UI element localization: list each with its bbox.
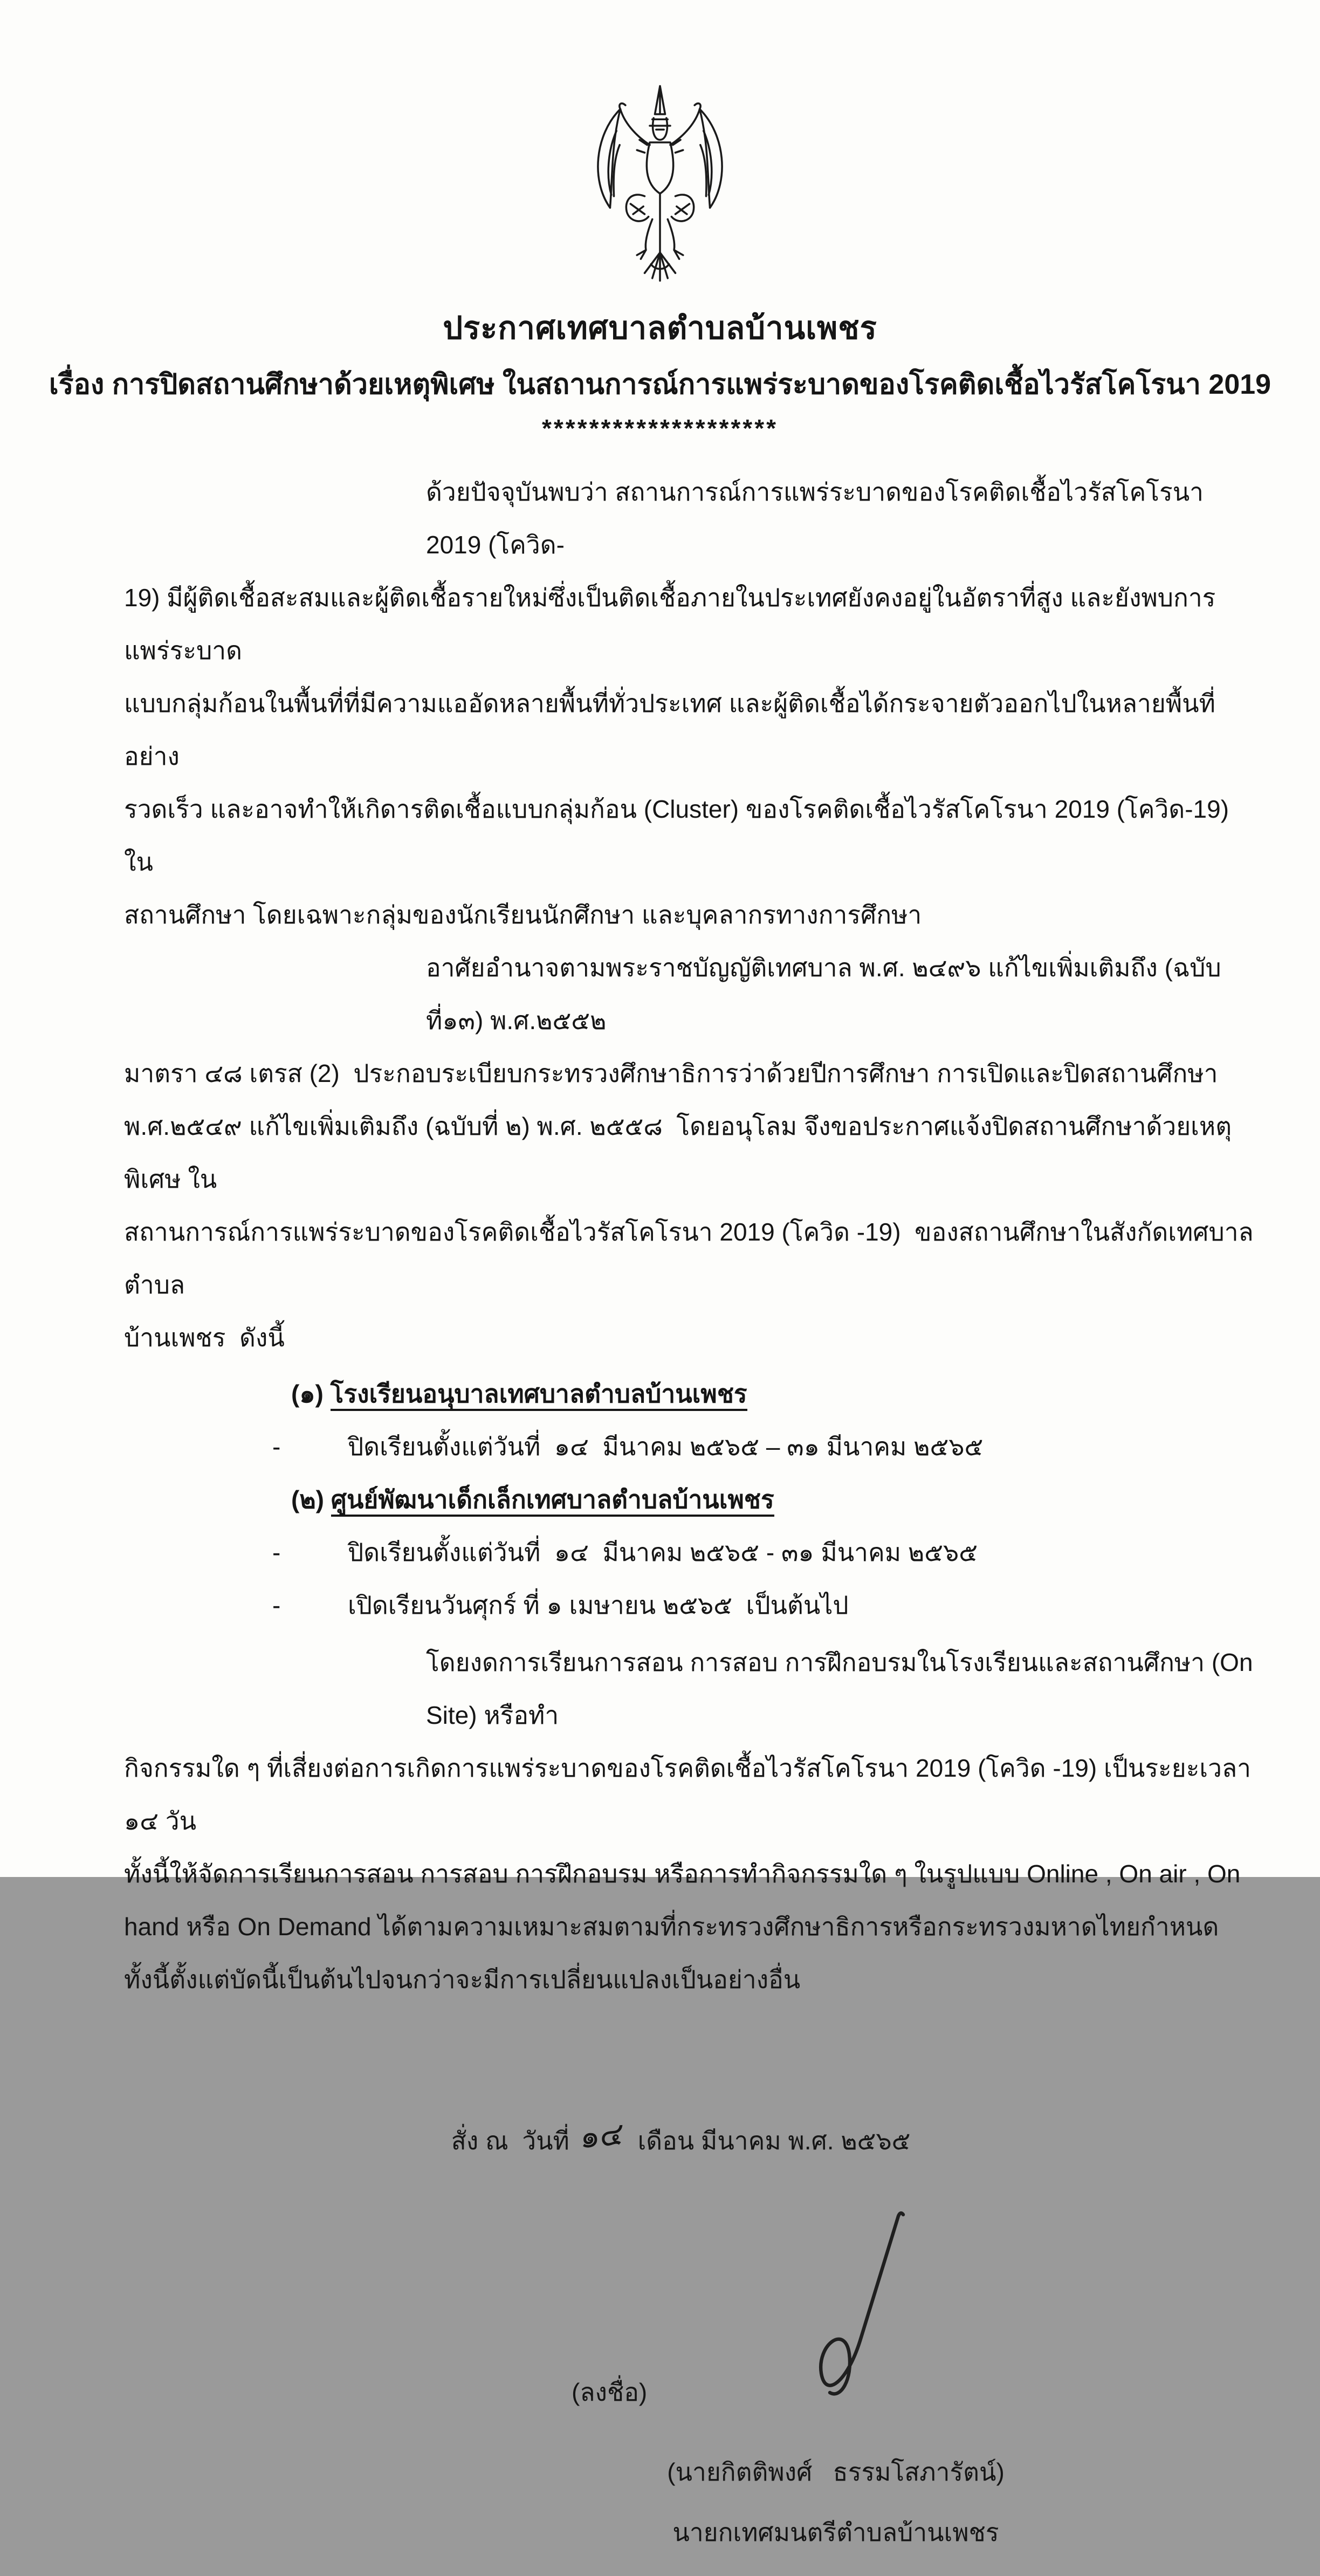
handwritten-day-number: ๑๔ [580, 2116, 624, 2155]
school-number: (๑) [291, 1380, 331, 1408]
text-line: บ้านเพชร ดังนี้ [124, 1324, 285, 1352]
order-date-suffix: เดือน มีนาคม พ.ศ. ๒๕๖๕ [637, 2127, 911, 2155]
text-line: hand หรือ On Demand ได้ตามความเหมาะสมตามที่กระทรวงศึกษาธิการหรือกระทรวงมหาดไทยกำหนด [124, 1913, 1219, 1941]
text-line: โดยงดการเรียนการสอน การสอบ การฝึกอบรมในโรงเรียนและสถานศึกษา (On Site) หรือทำ [426, 1648, 1260, 1729]
school-name: ศูนย์พัฒนาเด็กเล็กเทศบาลตำบลบ้านเพชร [331, 1485, 774, 1517]
school-closure-list [124, 1367, 1258, 1632]
school-closure-item [124, 1526, 1258, 1579]
garuda-emblem-icon [582, 81, 738, 286]
paragraph-closing [124, 1636, 1258, 2006]
document-title: ประกาศเทศบาลตำบลบ้านเพชร [443, 311, 877, 346]
text-line: สถานศึกษา โดยเฉพาะกลุ่มของนักเรียนนักศึกษา และบุคลากรทางการศึกษา [124, 901, 922, 929]
document-subject: เรื่อง การปิดสถานศึกษาด้วยเหตุพิเศษ ในสถานการณ์การแพร่ระบาดของโรคติดเชื้อไวรัสโคโรนา 2019 [49, 369, 1271, 400]
text-line: สถานการณ์การแพร่ระบาดของโรคติดเชื้อไวรัสโคโรนา 2019 (โควิด -19) ของสถานศึกษาในสังกัดเทศบาลตำบล [124, 1218, 1254, 1299]
school-heading [124, 1473, 1258, 1526]
asterisk-divider: ******************** [541, 414, 779, 442]
signatory-name: (นายกิตติพงศ์ ธรรมโสภารัตน์) [667, 2458, 1005, 2486]
signature-label: (ลงชื่อ) [572, 2378, 648, 2406]
text-line: แบบกลุ่มก้อนในพื้นที่ที่มีความแออัดหลายพื้นที่ทั่วประเทศ และผู้ติดเชื้อได้กระจายตัวออกไปในหลายพื้นที่อย่าง [124, 689, 1215, 770]
text-line: พ.ศ.๒๕๔๙ แก้ไขเพิ่มเติมถึง (ฉบับที่ ๒) พ.ศ. ๒๕๕๘ โดยอนุโลม จึงขอประกาศแจ้งปิดสถานศึกษาด้วยเหตุพิเศษ ใน [124, 1112, 1232, 1193]
school-heading [124, 1367, 1258, 1420]
school-name: โรงเรียนอนุบาลเทศบาลตำบลบ้านเพชร [331, 1380, 747, 1411]
order-date-prefix: สั่ง ณ วันที่ [451, 2127, 569, 2155]
closure-item-text: ปิดเรียนตั้งแต่วันที่ ๑๔ มีนาคม ๒๕๖๕ - ๓๑ มีนาคม ๒๕๖๕ [348, 1538, 978, 1566]
text-line: ด้วยปัจจุบันพบว่า สถานการณ์การแพร่ระบาดของโรคติดเชื้อไวรัสโคโรนา 2019 (โควิด- [426, 478, 1211, 559]
text-line: ทั้งนี้ตั้งแต่บัดนี้เป็นต้นไปจนกว่าจะมีการเปลี่ยนแปลงเป็นอย่างอื่น [124, 1965, 801, 1993]
paragraph-situation [124, 465, 1258, 941]
order-date-line [410, 2060, 1258, 2220]
text-line: รวดเร็ว และอาจทำให้เกิดารติดเชื้อแบบกลุ่มก้อน (Cluster) ของโรคติดเชื้อไวรัสโคโรนา 2019 (โควิด-19) ใน [124, 795, 1236, 876]
closure-item-text: เปิดเรียนวันศุกร์ ที่ ๑ เมษายน ๒๕๖๕ เป็นต้นไป [348, 1591, 849, 1619]
closure-item-text: ปิดเรียนตั้งแต่วันที่ ๑๔ มีนาคม ๒๕๖๕ – ๓๑ มีนาคม ๒๕๖๕ [348, 1433, 984, 1461]
paragraph-authority [124, 941, 1258, 1364]
school-closure-item [124, 1420, 1258, 1473]
school-closure-item [124, 1579, 1258, 1632]
document-body [124, 465, 1258, 2576]
dash-bullet: - [272, 1591, 281, 1619]
dash-bullet: - [272, 1538, 281, 1566]
dash-bullet: - [272, 1433, 281, 1461]
signature-stroke-icon [795, 2209, 925, 2425]
text-line: กิจกรรมใด ๆ ที่เสี่ยงต่อการเกิดการแพร่ระบาดของโรคติดเชื้อไวรัสโคโรนา 2019 (โควิด -19) เป็นระยะเวลา ๑๔ วัน [124, 1754, 1258, 1835]
text-line: 19) มีผู้ติดเชื้อสะสมและผู้ติดเชื้อรายใหม่ซึ่งเป็นติดเชื้อภายในประเทศยังคงอยู่ในอัตราที่สูง และยังพบการแพร่ระบาด [124, 584, 1216, 664]
document-header [0, 0, 1320, 443]
text-line: ทั้งนี้ให้จัดการเรียนการสอน การสอบ การฝึกอบรม หรือการทำกิจกรรมใด ๆ ในรูปแบบ Online , On air , On [124, 1860, 1241, 1888]
text-line: มาตรา ๔๘ เตรส (2) ประกอบระเบียบกระทรวงศึกษาธิการว่าด้วยปีการศึกษา การเปิดและปิดสถานศึกษา [124, 1059, 1218, 1087]
school-number: (๒) [291, 1485, 331, 1513]
signatory-position: นายกเทศมนตรีตำบลบ้านเพชร [672, 2518, 999, 2546]
signature-block [124, 2242, 1258, 2576]
text-line: อาศัยอำนาจตามพระราชบัญญัติเทศบาล พ.ศ. ๒๔๙๖ แก้ไขเพิ่มเติมถึง (ฉบับที่๑๓) พ.ศ.๒๕๕๒ [426, 954, 1221, 1034]
